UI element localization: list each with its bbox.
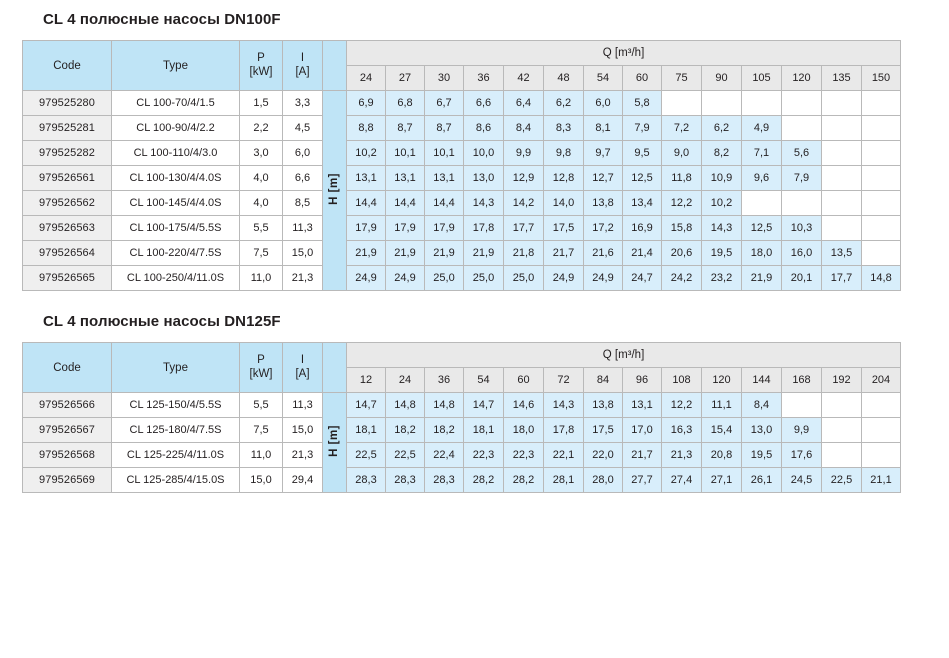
cell-head: 17,0 bbox=[623, 418, 662, 443]
table-body bbox=[23, 91, 901, 291]
cell-current: 15,0 bbox=[283, 241, 323, 266]
cell-head: 14,8 bbox=[862, 266, 901, 291]
cell-current: 21,3 bbox=[283, 266, 323, 291]
cell-head: 22,5 bbox=[822, 468, 862, 493]
cell-head: 22,0 bbox=[584, 443, 623, 468]
cell-current: 8,5 bbox=[283, 191, 323, 216]
cell-power: 1,5 bbox=[240, 91, 283, 116]
cell-head: 13,1 bbox=[347, 166, 386, 191]
cell-type: CL 100-220/4/7.5S bbox=[112, 241, 240, 266]
cell-type: CL 100-130/4/4.0S bbox=[112, 166, 240, 191]
cell-head: 24,9 bbox=[584, 266, 623, 291]
cell-head: 27,1 bbox=[702, 468, 742, 493]
cell-head: 24,9 bbox=[544, 266, 584, 291]
cell-current: 11,3 bbox=[283, 216, 323, 241]
pump-table-dn100f bbox=[22, 40, 901, 291]
cell-head: 10,2 bbox=[702, 191, 742, 216]
cell-head: 24,9 bbox=[386, 266, 425, 291]
cell-head-empty bbox=[702, 91, 742, 116]
cell-head: 6,2 bbox=[544, 91, 584, 116]
cell-head: 6,0 bbox=[584, 91, 623, 116]
cell-head: 14,4 bbox=[347, 191, 386, 216]
cell-current: 3,3 bbox=[283, 91, 323, 116]
header-head-label bbox=[323, 91, 347, 291]
cell-head-empty bbox=[822, 166, 862, 191]
header-flow-value: 12 bbox=[347, 368, 386, 393]
cell-head-empty bbox=[782, 116, 822, 141]
header-flow-value: 144 bbox=[742, 368, 782, 393]
cell-head: 13,5 bbox=[822, 241, 862, 266]
cell-head: 21,9 bbox=[464, 241, 504, 266]
cell-head: 17,2 bbox=[584, 216, 623, 241]
section-title-1: CL 4 полюсные насосы DN100F bbox=[43, 11, 281, 28]
header-flow-value: 75 bbox=[662, 66, 702, 91]
header-power-symbol: P bbox=[257, 354, 265, 367]
cell-head: 8,8 bbox=[347, 116, 386, 141]
cell-power: 4,0 bbox=[240, 191, 283, 216]
cell-head: 12,9 bbox=[504, 166, 544, 191]
cell-head: 21,6 bbox=[584, 241, 623, 266]
table-row bbox=[23, 241, 901, 266]
cell-head: 21,9 bbox=[386, 241, 425, 266]
header-code: Code bbox=[23, 343, 112, 393]
cell-head-empty bbox=[782, 191, 822, 216]
table-row bbox=[23, 266, 901, 291]
cell-power: 7,5 bbox=[240, 418, 283, 443]
cell-head-empty bbox=[822, 116, 862, 141]
cell-head: 21,3 bbox=[662, 443, 702, 468]
cell-current: 6,6 bbox=[283, 166, 323, 191]
cell-head: 16,0 bbox=[782, 241, 822, 266]
cell-head: 6,9 bbox=[347, 91, 386, 116]
header-flow-value: 150 bbox=[862, 66, 901, 91]
table-row bbox=[23, 216, 901, 241]
cell-head: 25,0 bbox=[425, 266, 464, 291]
cell-current: 29,4 bbox=[283, 468, 323, 493]
cell-head: 22,5 bbox=[347, 443, 386, 468]
table-row bbox=[23, 191, 901, 216]
cell-head: 8,4 bbox=[742, 393, 782, 418]
cell-head: 19,5 bbox=[702, 241, 742, 266]
header-type: Type bbox=[112, 343, 240, 393]
header-power-unit: [kW] bbox=[249, 65, 273, 78]
header-current-symbol: I bbox=[300, 52, 305, 65]
cell-type: CL 100-70/4/1.5 bbox=[112, 91, 240, 116]
header-flow-value: 36 bbox=[425, 368, 464, 393]
cell-head: 10,0 bbox=[464, 141, 504, 166]
cell-head: 25,0 bbox=[464, 266, 504, 291]
cell-type: CL 125-285/4/15.0S bbox=[112, 468, 240, 493]
cell-head-empty bbox=[822, 191, 862, 216]
cell-head: 8,7 bbox=[386, 116, 425, 141]
cell-head: 18,0 bbox=[504, 418, 544, 443]
header-flow-value: 135 bbox=[822, 66, 862, 91]
cell-head-empty bbox=[862, 141, 901, 166]
cell-type: CL 125-180/4/7.5S bbox=[112, 418, 240, 443]
header-current-symbol: I bbox=[300, 354, 305, 367]
header-type: Type bbox=[112, 41, 240, 91]
header-flow: Q [m³/h] bbox=[347, 41, 901, 66]
cell-head: 12,5 bbox=[623, 166, 662, 191]
cell-head-empty bbox=[862, 393, 901, 418]
header-power bbox=[240, 41, 283, 91]
cell-head: 12,7 bbox=[584, 166, 623, 191]
table-row bbox=[23, 91, 901, 116]
cell-head: 15,4 bbox=[702, 418, 742, 443]
cell-head-empty bbox=[862, 91, 901, 116]
cell-power: 3,0 bbox=[240, 141, 283, 166]
header-flow-value: 60 bbox=[623, 66, 662, 91]
header-current bbox=[283, 343, 323, 393]
cell-current: 15,0 bbox=[283, 418, 323, 443]
cell-head-empty bbox=[862, 191, 901, 216]
table-row bbox=[23, 418, 901, 443]
cell-head: 18,0 bbox=[742, 241, 782, 266]
cell-code: 979526564 bbox=[23, 241, 112, 266]
cell-head: 28,2 bbox=[504, 468, 544, 493]
cell-head: 17,8 bbox=[544, 418, 584, 443]
cell-head: 9,9 bbox=[504, 141, 544, 166]
cell-head: 17,8 bbox=[464, 216, 504, 241]
cell-code: 979526565 bbox=[23, 266, 112, 291]
cell-head: 8,3 bbox=[544, 116, 584, 141]
cell-head: 22,1 bbox=[544, 443, 584, 468]
cell-head: 9,6 bbox=[742, 166, 782, 191]
cell-head: 17,5 bbox=[544, 216, 584, 241]
cell-head: 20,8 bbox=[702, 443, 742, 468]
cell-head-empty bbox=[862, 166, 901, 191]
cell-head: 14,8 bbox=[386, 393, 425, 418]
cell-head: 28,3 bbox=[425, 468, 464, 493]
cell-head: 21,9 bbox=[425, 241, 464, 266]
cell-head: 20,1 bbox=[782, 266, 822, 291]
cell-head-empty bbox=[862, 443, 901, 468]
header-head-spacer bbox=[323, 343, 347, 393]
cell-head: 8,7 bbox=[425, 116, 464, 141]
head-label-text: H [m] bbox=[327, 173, 340, 205]
cell-head: 9,0 bbox=[662, 141, 702, 166]
header-flow-value: 105 bbox=[742, 66, 782, 91]
cell-power: 11,0 bbox=[240, 266, 283, 291]
cell-head: 14,0 bbox=[544, 191, 584, 216]
header-flow-value: 108 bbox=[662, 368, 702, 393]
cell-head: 14,4 bbox=[425, 191, 464, 216]
cell-power: 7,5 bbox=[240, 241, 283, 266]
cell-code: 979526561 bbox=[23, 166, 112, 191]
cell-head: 13,0 bbox=[742, 418, 782, 443]
header-flow-value: 24 bbox=[347, 66, 386, 91]
cell-head: 9,7 bbox=[584, 141, 623, 166]
header-flow-value: 36 bbox=[464, 66, 504, 91]
cell-head: 24,2 bbox=[662, 266, 702, 291]
cell-code: 979526568 bbox=[23, 443, 112, 468]
cell-head-empty bbox=[822, 443, 862, 468]
cell-code: 979526563 bbox=[23, 216, 112, 241]
cell-code: 979526562 bbox=[23, 191, 112, 216]
cell-head: 14,3 bbox=[544, 393, 584, 418]
table-body bbox=[23, 393, 901, 493]
cell-head: 5,8 bbox=[623, 91, 662, 116]
cell-head-empty bbox=[662, 91, 702, 116]
header-flow-value: 24 bbox=[386, 368, 425, 393]
cell-type: CL 100-110/4/3.0 bbox=[112, 141, 240, 166]
cell-type: CL 125-225/4/11.0S bbox=[112, 443, 240, 468]
cell-current: 4,5 bbox=[283, 116, 323, 141]
cell-head-empty bbox=[822, 393, 862, 418]
cell-head: 20,6 bbox=[662, 241, 702, 266]
header-code: Code bbox=[23, 41, 112, 91]
cell-head-empty bbox=[822, 91, 862, 116]
cell-head-empty bbox=[822, 141, 862, 166]
header-flow-value: 120 bbox=[702, 368, 742, 393]
cell-head: 24,5 bbox=[782, 468, 822, 493]
cell-head-empty bbox=[862, 418, 901, 443]
head-label-text: H [m] bbox=[327, 425, 340, 457]
table-row bbox=[23, 166, 901, 191]
header-flow-value: 168 bbox=[782, 368, 822, 393]
cell-power: 2,2 bbox=[240, 116, 283, 141]
cell-head: 27,7 bbox=[623, 468, 662, 493]
cell-head: 24,7 bbox=[623, 266, 662, 291]
cell-head: 14,7 bbox=[347, 393, 386, 418]
cell-power: 5,5 bbox=[240, 393, 283, 418]
header-flow-value: 30 bbox=[425, 66, 464, 91]
cell-head: 22,3 bbox=[504, 443, 544, 468]
cell-head-empty bbox=[782, 91, 822, 116]
header-flow-value: 54 bbox=[464, 368, 504, 393]
cell-head: 7,9 bbox=[782, 166, 822, 191]
cell-head: 16,9 bbox=[623, 216, 662, 241]
cell-head: 9,9 bbox=[782, 418, 822, 443]
section-title-2: CL 4 полюсные насосы DN125F bbox=[43, 313, 281, 330]
cell-head: 18,1 bbox=[347, 418, 386, 443]
header-flow-value: 120 bbox=[782, 66, 822, 91]
cell-type: CL 125-150/4/5.5S bbox=[112, 393, 240, 418]
cell-head: 6,8 bbox=[386, 91, 425, 116]
cell-code: 979526569 bbox=[23, 468, 112, 493]
cell-head: 18,1 bbox=[464, 418, 504, 443]
cell-power: 15,0 bbox=[240, 468, 283, 493]
cell-type: CL 100-90/4/2.2 bbox=[112, 116, 240, 141]
cell-head: 10,9 bbox=[702, 166, 742, 191]
header-power-symbol: P bbox=[257, 52, 265, 65]
cell-power: 5,5 bbox=[240, 216, 283, 241]
cell-head: 16,3 bbox=[662, 418, 702, 443]
cell-head: 13,8 bbox=[584, 393, 623, 418]
cell-head: 7,1 bbox=[742, 141, 782, 166]
cell-head: 28,3 bbox=[386, 468, 425, 493]
cell-head: 17,7 bbox=[504, 216, 544, 241]
cell-head: 22,5 bbox=[386, 443, 425, 468]
cell-head-empty bbox=[862, 241, 901, 266]
cell-head-empty bbox=[822, 418, 862, 443]
cell-head: 14,7 bbox=[464, 393, 504, 418]
cell-type: CL 100-250/4/11.0S bbox=[112, 266, 240, 291]
cell-head-empty bbox=[742, 191, 782, 216]
cell-head: 28,1 bbox=[544, 468, 584, 493]
cell-head: 8,2 bbox=[702, 141, 742, 166]
cell-head: 12,2 bbox=[662, 191, 702, 216]
header-flow-value: 192 bbox=[822, 368, 862, 393]
header-power-unit: [kW] bbox=[249, 367, 273, 380]
cell-head: 14,6 bbox=[504, 393, 544, 418]
header-flow-value: 96 bbox=[623, 368, 662, 393]
cell-head: 6,4 bbox=[504, 91, 544, 116]
cell-head: 26,1 bbox=[742, 468, 782, 493]
cell-head: 6,2 bbox=[702, 116, 742, 141]
cell-head: 21,9 bbox=[347, 241, 386, 266]
cell-head: 11,1 bbox=[702, 393, 742, 418]
cell-current: 6,0 bbox=[283, 141, 323, 166]
cell-head: 21,1 bbox=[862, 468, 901, 493]
cell-head: 21,8 bbox=[504, 241, 544, 266]
cell-head: 14,3 bbox=[702, 216, 742, 241]
cell-head: 6,7 bbox=[425, 91, 464, 116]
cell-head: 14,4 bbox=[386, 191, 425, 216]
cell-head: 13,1 bbox=[623, 393, 662, 418]
table-row bbox=[23, 141, 901, 166]
cell-type: CL 100-145/4/4.0S bbox=[112, 191, 240, 216]
cell-head: 10,3 bbox=[782, 216, 822, 241]
header-flow-value: 84 bbox=[584, 368, 623, 393]
cell-head: 28,2 bbox=[464, 468, 504, 493]
cell-head: 13,1 bbox=[386, 166, 425, 191]
header-flow-value: 27 bbox=[386, 66, 425, 91]
header-head-spacer bbox=[323, 41, 347, 91]
cell-head: 4,9 bbox=[742, 116, 782, 141]
cell-head: 22,4 bbox=[425, 443, 464, 468]
cell-head: 19,5 bbox=[742, 443, 782, 468]
cell-head: 13,1 bbox=[425, 166, 464, 191]
cell-head: 13,8 bbox=[584, 191, 623, 216]
header-flow-value: 42 bbox=[504, 66, 544, 91]
cell-head: 14,2 bbox=[504, 191, 544, 216]
header-power bbox=[240, 343, 283, 393]
cell-head: 23,2 bbox=[702, 266, 742, 291]
header-flow-value: 72 bbox=[544, 368, 584, 393]
cell-head: 15,8 bbox=[662, 216, 702, 241]
cell-head: 13,0 bbox=[464, 166, 504, 191]
cell-head: 14,8 bbox=[425, 393, 464, 418]
cell-code: 979526566 bbox=[23, 393, 112, 418]
cell-head: 8,4 bbox=[504, 116, 544, 141]
cell-head: 28,0 bbox=[584, 468, 623, 493]
cell-head: 22,3 bbox=[464, 443, 504, 468]
cell-head: 12,5 bbox=[742, 216, 782, 241]
cell-head: 9,8 bbox=[544, 141, 584, 166]
cell-head: 10,1 bbox=[386, 141, 425, 166]
header-current-unit: [A] bbox=[295, 367, 310, 380]
cell-type: CL 100-175/4/5.5S bbox=[112, 216, 240, 241]
cell-head: 21,7 bbox=[623, 443, 662, 468]
cell-head: 18,2 bbox=[425, 418, 464, 443]
cell-head: 21,9 bbox=[742, 266, 782, 291]
cell-head: 7,2 bbox=[662, 116, 702, 141]
header-flow-value: 48 bbox=[544, 66, 584, 91]
cell-head: 17,6 bbox=[782, 443, 822, 468]
cell-head: 21,4 bbox=[623, 241, 662, 266]
cell-head: 10,2 bbox=[347, 141, 386, 166]
cell-head: 17,9 bbox=[425, 216, 464, 241]
header-head-label bbox=[323, 393, 347, 493]
cell-head-empty bbox=[782, 393, 822, 418]
table-row bbox=[23, 468, 901, 493]
cell-code: 979525281 bbox=[23, 116, 112, 141]
cell-head: 7,9 bbox=[623, 116, 662, 141]
cell-head-empty bbox=[862, 216, 901, 241]
cell-head: 12,2 bbox=[662, 393, 702, 418]
header-flow-value: 204 bbox=[862, 368, 901, 393]
header-current-unit: [A] bbox=[295, 65, 310, 78]
cell-head: 13,4 bbox=[623, 191, 662, 216]
header-current bbox=[283, 41, 323, 91]
cell-head: 9,5 bbox=[623, 141, 662, 166]
cell-head: 5,6 bbox=[782, 141, 822, 166]
cell-power: 4,0 bbox=[240, 166, 283, 191]
cell-head-empty bbox=[862, 116, 901, 141]
cell-current: 21,3 bbox=[283, 443, 323, 468]
table-row bbox=[23, 116, 901, 141]
cell-head: 8,1 bbox=[584, 116, 623, 141]
cell-head: 8,6 bbox=[464, 116, 504, 141]
cell-head: 24,9 bbox=[347, 266, 386, 291]
cell-head: 21,7 bbox=[544, 241, 584, 266]
cell-head: 17,9 bbox=[347, 216, 386, 241]
cell-head: 11,8 bbox=[662, 166, 702, 191]
cell-head: 14,3 bbox=[464, 191, 504, 216]
cell-head: 6,6 bbox=[464, 91, 504, 116]
cell-head-empty bbox=[822, 216, 862, 241]
cell-head: 17,7 bbox=[822, 266, 862, 291]
cell-head: 27,4 bbox=[662, 468, 702, 493]
cell-head: 10,1 bbox=[425, 141, 464, 166]
cell-code: 979526567 bbox=[23, 418, 112, 443]
pump-table-dn125f bbox=[22, 342, 901, 493]
cell-current: 11,3 bbox=[283, 393, 323, 418]
header-flow: Q [m³/h] bbox=[347, 343, 901, 368]
table-row bbox=[23, 443, 901, 468]
cell-head: 17,9 bbox=[386, 216, 425, 241]
header-flow-value: 90 bbox=[702, 66, 742, 91]
header-flow-value: 54 bbox=[584, 66, 623, 91]
cell-code: 979525280 bbox=[23, 91, 112, 116]
table-row bbox=[23, 393, 901, 418]
cell-power: 11,0 bbox=[240, 443, 283, 468]
cell-head-empty bbox=[742, 91, 782, 116]
cell-head: 25,0 bbox=[504, 266, 544, 291]
cell-head: 28,3 bbox=[347, 468, 386, 493]
cell-head: 12,8 bbox=[544, 166, 584, 191]
cell-head: 17,5 bbox=[584, 418, 623, 443]
cell-head: 18,2 bbox=[386, 418, 425, 443]
header-flow-value: 60 bbox=[504, 368, 544, 393]
cell-code: 979525282 bbox=[23, 141, 112, 166]
